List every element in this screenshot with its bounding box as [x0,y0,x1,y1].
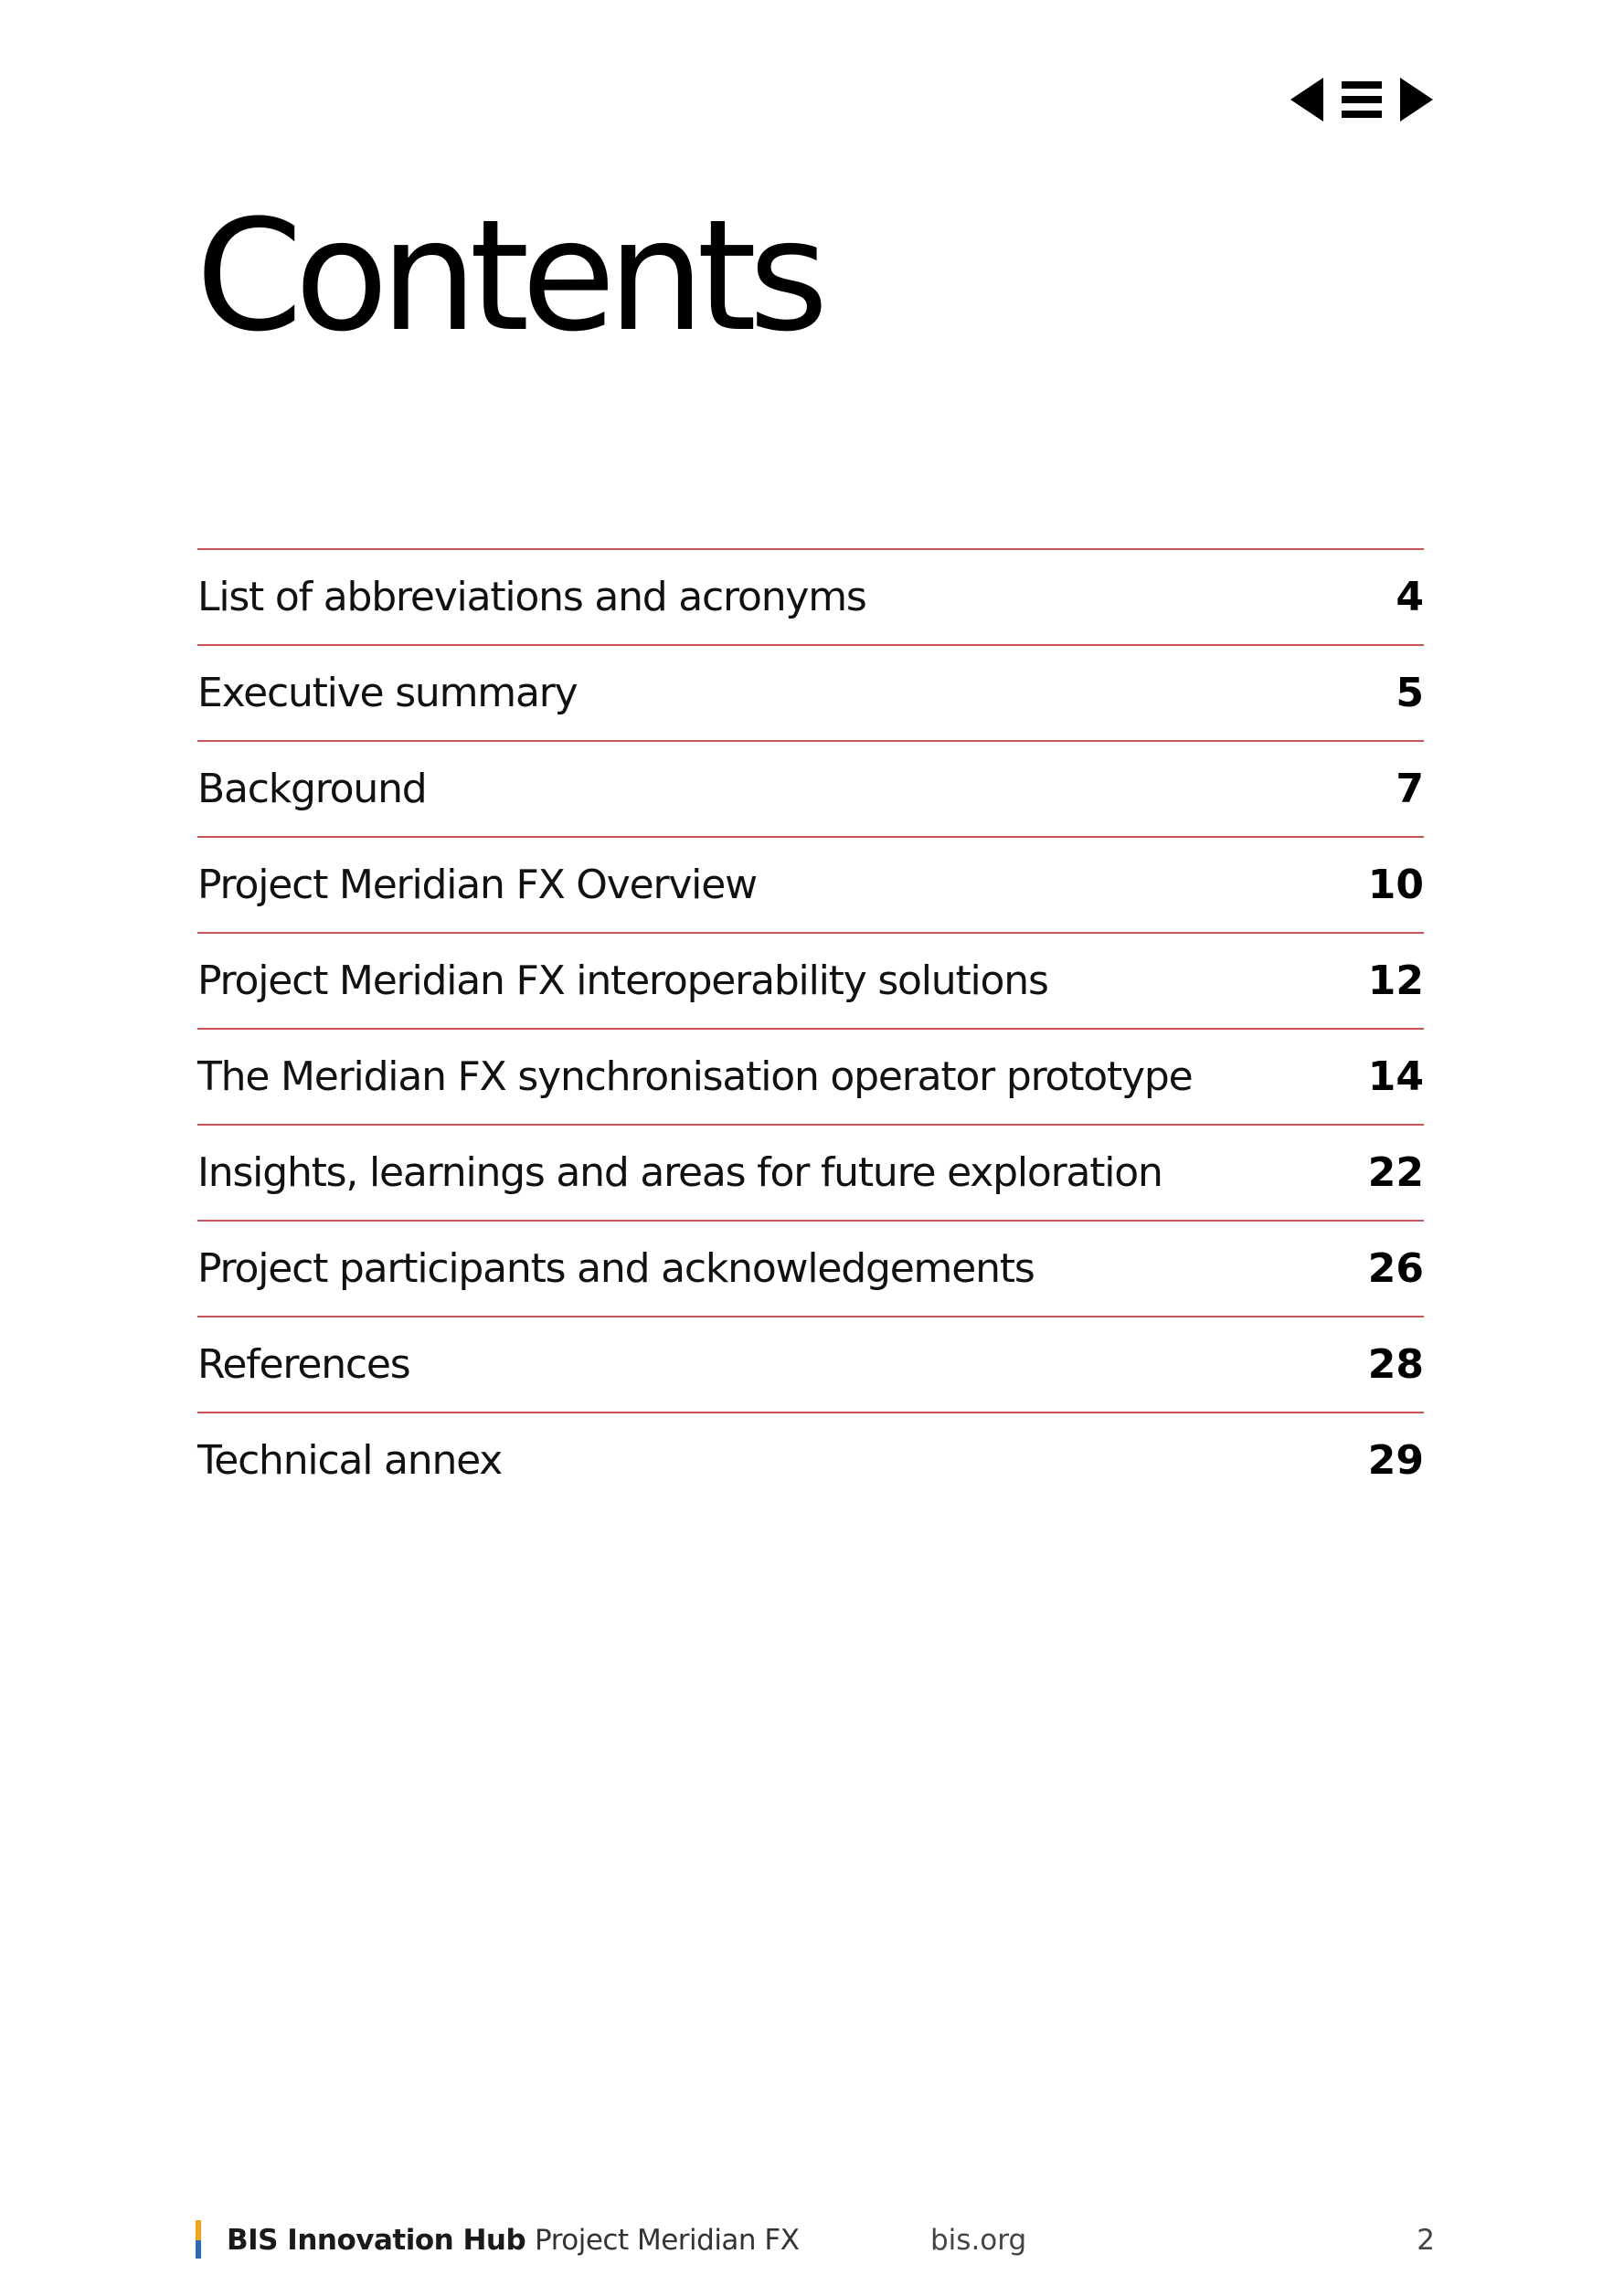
footer-website-link[interactable]: bis.org [930,2224,1027,2257]
toc-item-label: Project Meridian FX interoperability solutions [197,958,1048,1004]
toc-item-participants[interactable] [197,1222,1424,1317]
toc-item-label: The Meridian FX synchronisation operator prototype [197,1053,1193,1100]
footer-organization: BIS Innovation Hub [227,2224,526,2257]
toc-item-technical-annex[interactable] [197,1413,1424,1508]
page-title: Contents [196,186,821,365]
footer-project: Project Meridian FX [535,2224,800,2257]
toc-item-label: Background [197,766,427,812]
toc-item-overview[interactable] [197,838,1424,934]
toc-item-page-number: 12 [1367,958,1424,1004]
toc-item-executive-summary[interactable] [197,646,1424,742]
page-footer [196,2220,1440,2260]
triangle-left-icon[interactable] [1290,78,1323,122]
toc-item-synchronisation-operator[interactable] [197,1030,1424,1126]
triangle-right-icon[interactable] [1400,78,1433,122]
footer-publication [227,2222,800,2259]
footer-page-number: 2 [1417,2224,1435,2257]
toc-item-page-number: 26 [1367,1245,1424,1292]
toc-item-references[interactable] [197,1317,1424,1413]
toc-item-interoperability-solutions[interactable] [197,934,1424,1030]
page-navigation [1290,77,1446,122]
toc-item-label: Insights, learnings and areas for future exploration [197,1149,1162,1196]
bis-brand-mark-icon [196,2220,201,2259]
toc-item-abbreviations[interactable] [197,550,1424,646]
brand-mark-orange-segment [196,2220,201,2242]
toc-item-label: Executive summary [197,670,578,716]
toc-item-page-number: 22 [1367,1149,1424,1196]
toc-item-label: Technical annex [197,1437,503,1484]
toc-item-page-number: 29 [1367,1437,1424,1484]
toc-item-insights[interactable] [197,1126,1424,1222]
toc-item-label: Project participants and acknowledgements [197,1245,1035,1292]
toc-item-label: List of abbreviations and acronyms [197,574,866,620]
table-of-contents [197,548,1424,1508]
toc-item-page-number: 28 [1367,1341,1424,1388]
toc-item-page-number: 5 [1396,670,1424,716]
toc-item-label: References [197,1341,410,1388]
toc-item-page-number: 10 [1367,862,1424,908]
toc-item-label: Project Meridian FX Overview [197,862,757,908]
toc-item-page-number: 14 [1367,1053,1424,1100]
toc-item-page-number: 4 [1396,574,1424,620]
toc-item-page-number: 7 [1396,766,1424,812]
hamburger-menu-icon[interactable] [1342,79,1382,120]
toc-item-background[interactable] [197,742,1424,838]
brand-mark-blue-segment [196,2240,201,2259]
